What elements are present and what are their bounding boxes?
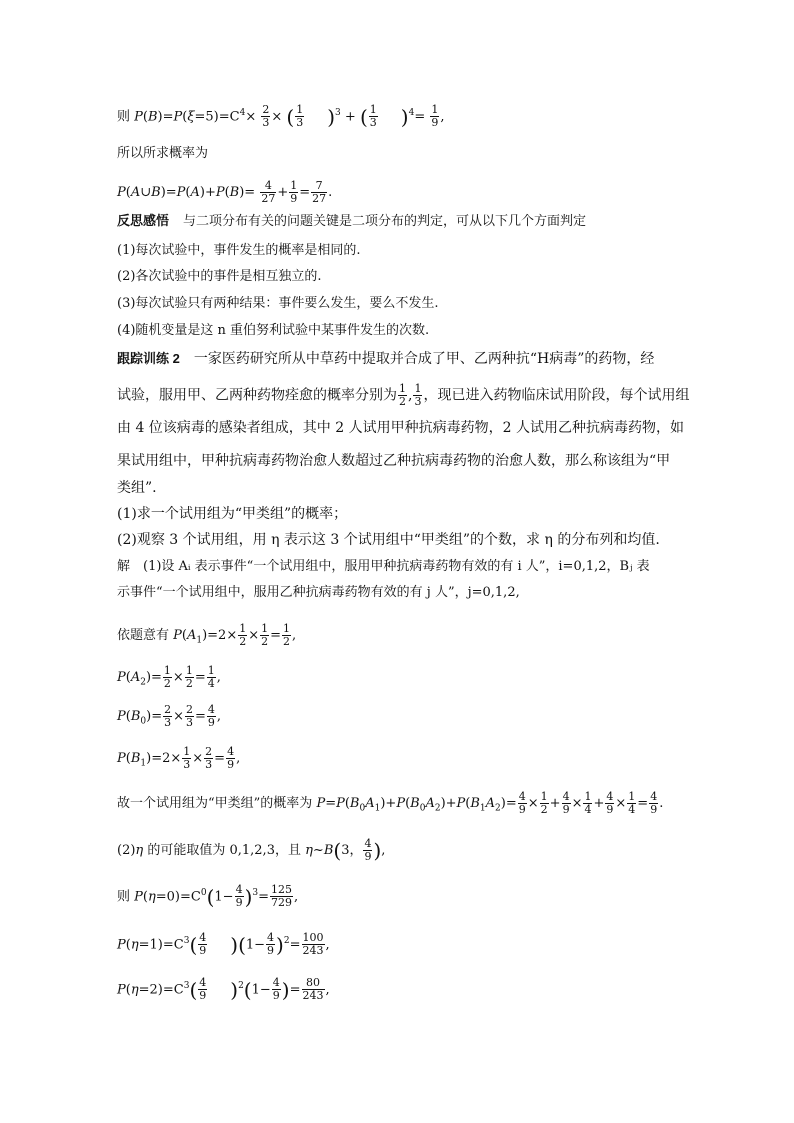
formula-line-eta: (2)η 的可能取值为 0,1,2,3，且 η~B(3， $\frac{4}{9}$ ), <box>117 837 386 863</box>
reflection-text: 与二项分布有关的问题关键是二项分布的判定，可从以下几个方面判定 <box>183 214 587 229</box>
text-line-2: 所以所求概率为 <box>117 146 209 161</box>
exercise-heading-line <box>117 350 654 368</box>
formula-line-p2: $P(\eta=2)=C^3$( $\frac{4}{9}$ )$^2$(1− $\frac{4}{9}$ )= $\frac{80}{243}$ , <box>117 976 330 1003</box>
text-line-8: (4)随机变量是这 n 重伯努利试验中某事件发生的次数. <box>117 323 430 338</box>
formula-line-union: P(A∪B)=P(A)+P(B)= $\frac{4}{27}$ + $\frac{1}{9}$ = $\frac{7}{27}$ . <box>117 179 333 205</box>
exercise-label: 跟踪训练 2 <box>117 351 180 366</box>
formula-line-pb: 则 $P(B)=P(\xi=5)=C^4\times$ $\frac{2}{3}$ × ( $\frac{1}{3}$ )$^3$ + ( $\frac{1}{3}$ )$^4$= $\frac{1}{9}$ , <box>117 103 445 130</box>
formula-line-pa2: $P(A_2)=$ $\frac{1}{2}$ × $\frac{1}{2}$ = $\frac{1}{4}$ , <box>117 664 221 690</box>
formula-line-p0: 则 $P(\eta=0)=C^0(1-$ $\frac{4}{9}$ )$^3$= $\frac{125}{729}$ , <box>117 883 299 910</box>
text-line-14: (1)求一个试用组为“甲类组”的概率； <box>117 506 348 522</box>
solution-line-17: 示事件“一个试用组中，服用乙种抗病毒药物有效的有 j 人”，j=0,1,2, <box>117 585 520 600</box>
reflection-line <box>117 212 586 231</box>
exercise-text: 一家医药研究所从中草药中提取并合成了甲、乙两种抗“H病毒”的药物，经 <box>193 351 655 367</box>
formula-line-p1: $P(\eta=1)=C^3$( $\frac{4}{9}$ )(1− $\frac{4}{9}$ )$^2$= $\frac{100}{243}$ , <box>117 931 330 958</box>
text-line-10: 试验，服用甲、乙两种药物痊愈的概率分别为 $\frac{1}{2}$ , $\frac{1}{3}$ ，现已进入药物临床试用阶段，每个试用组 <box>117 382 690 408</box>
text-line-13: 类组”. <box>117 480 157 496</box>
formula-line-pa1: 依题意有 $P(A_1)=2\times$ $\frac{1}{2}$ × $\frac{1}{2}$ = $\frac{1}{2}$ , <box>117 622 297 648</box>
text-line-11: 由 4 位该病毒的感染者组成，其中 2 人试用甲种抗病毒药物，2 人试用乙种抗病毒药物，如 <box>117 420 684 436</box>
text-line-6: (2)各次试验中的事件是相互独立的. <box>117 269 322 284</box>
text-line-15: (2)观察 3 个试用组，用 η 表示这 3 个试用组中“甲类组”的个数，求 η 的分布列和均值. <box>117 532 660 548</box>
formula-line-pb0: $P(B_0)=$ $\frac{2}{3}$ × $\frac{2}{3}$ = $\frac{4}{9}$ , <box>117 703 222 729</box>
formula-line-pb1: $P(B_1)=2\times$ $\frac{1}{3}$ × $\frac{2}{3}$ = $\frac{4}{9}$ , <box>117 745 241 771</box>
text-line-5: (1)每次试验中，事件发生的概率是相同的. <box>117 243 361 258</box>
reflection-label: 反思感悟 <box>117 213 170 228</box>
text-line-7: (3)每次试验只有两种结果：事件要么发生，要么不发生. <box>117 296 439 311</box>
formula-line-pjia: 故一个试用组为“甲类组”的概率为 $P=P(B_0A_1)+P(B_0A_2)+P(B_1A_2)=$ $\frac{4}{9}$ × $\frac{1}{2}$ + $\frac{4}{9}$ × $\frac{1}{4}$ + $\frac{4}{9}$ × $\frac{1}{4}$ = $\frac{4}{9}$ . <box>117 790 664 816</box>
solution-line-16: 解 (1)设 Aᵢ 表示事件“一个试用组中，服用甲种抗病毒药物有效的有 i 人”，i=0,1,2，Bⱼ 表 <box>117 559 650 574</box>
text-line-12: 果试用组中，甲种抗病毒药物治愈人数超过乙种抗病毒药物的治愈人数，那么称该组为“甲 <box>117 453 671 469</box>
